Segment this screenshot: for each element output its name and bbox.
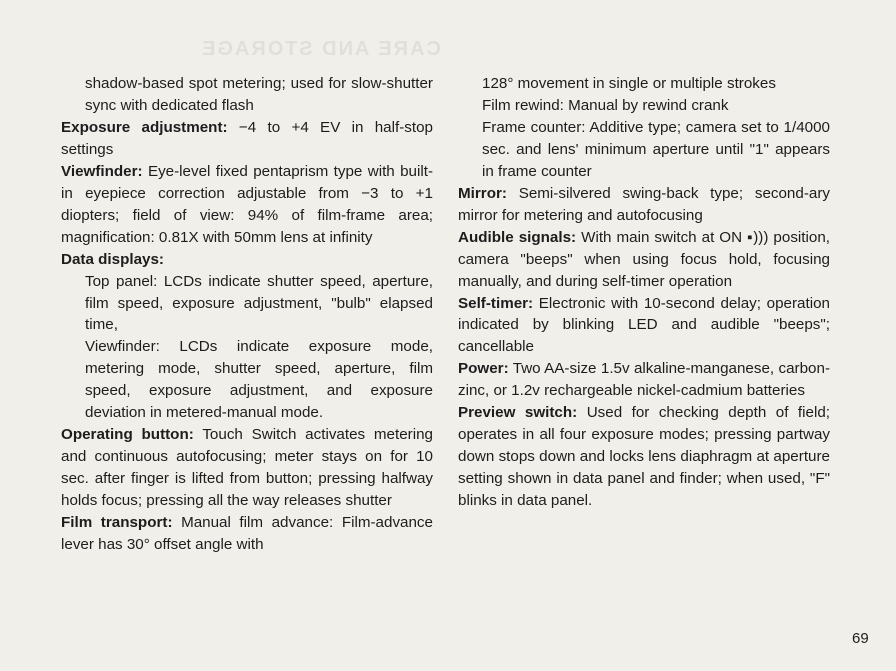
- spec-text: Eye-level fixed pentaprism type with built-in eyepiece correction adjustable from −3 to +1 diopters; field of view: 94% of film-frame area; magnification: 0.81X with 50mm lens at infinity: [61, 162, 433, 246]
- spec-entry: [458, 183, 830, 227]
- spec-entry: [61, 512, 433, 556]
- spec-text: Film rewind: Manual by rewind crank: [482, 96, 729, 114]
- spec-title: Film transport:: [61, 514, 173, 532]
- spec-text: With main switch at ON ▪))) position, camera "beeps" when using focus hold, focusing manually, and during self-timer operation: [458, 228, 830, 290]
- spec-entry: [458, 358, 830, 402]
- spec-text: Touch Switch activates metering and continuous autofocusing; meter stays on for 10 sec. after finger is lifted from button; pressing halfway holds focus; pressing all the way releases shutter: [61, 426, 433, 510]
- spec-entry: [61, 249, 433, 271]
- spec-title: Mirror:: [458, 184, 507, 202]
- spec-title: Data displays:: [61, 250, 164, 268]
- spec-text: Electronic with 10-second delay; operation indicated by blinking LED and audible "beeps"; cancellable: [458, 294, 830, 356]
- spec-title: Audible signals:: [458, 228, 577, 246]
- spec-text: Used for checking depth of field; operates in all four exposure modes; pressing partway down stops down and locks lens diaphragm at aperture setting shown in data panel and finder; when used, "F" blinks in data panel.: [458, 404, 830, 510]
- spec-entry: [61, 117, 433, 161]
- spec-title: Exposure adjustment:: [61, 118, 228, 136]
- spec-entry: [61, 424, 433, 512]
- spec-title: Viewfinder:: [61, 162, 143, 180]
- spec-entry: [458, 402, 830, 512]
- spec-entry: [61, 73, 433, 117]
- spec-title: Preview switch:: [458, 404, 578, 422]
- spec-entry: [458, 293, 830, 359]
- spec-title: Operating button:: [61, 426, 194, 444]
- spec-text: Semi-silvered swing-back type; second-ary mirror for metering and autofocusing: [458, 184, 830, 224]
- spec-subentry: [458, 117, 830, 183]
- spec-text: Two AA-size 1.5v alkaline-manganese, carbon-zinc, or 1.2v rechargeable nickel-cadmium batteries: [458, 360, 830, 400]
- spec-text: Viewfinder: LCDs indicate exposure mode, metering mode, shutter speed, aperture, film speed, exposure adjustment, and exposure deviation in metered-manual mode.: [85, 338, 433, 422]
- spec-text: Frame counter: Additive type; camera set to 1/4000 sec. and lens' minimum aperture until "1" appears in frame counter: [482, 118, 830, 180]
- spec-text: Top panel: LCDs indicate shutter speed, aperture, film speed, exposure adjustment, "bulb" elapsed time,: [85, 272, 433, 334]
- spec-text: 128° movement in single or multiple strokes: [482, 75, 776, 92]
- spec-entry: [458, 227, 830, 293]
- spec-text: shadow-based spot metering; used for slow-shutter sync with dedicated flash: [85, 75, 433, 114]
- spec-subentry: [61, 336, 433, 424]
- spec-entry: [61, 161, 433, 249]
- spec-title: Self-timer:: [458, 294, 534, 312]
- left-column: [61, 73, 433, 556]
- spec-title: Power:: [458, 360, 509, 378]
- spec-subentry: [458, 95, 830, 117]
- ghost-heading: CARE AND STORAGE: [200, 38, 441, 60]
- right-column: [458, 73, 830, 512]
- spec-entry: [458, 73, 830, 95]
- spec-text: Manual film advance: Film-advance lever has 30° offset angle with: [61, 514, 433, 554]
- spec-text: −4 to +4 EV in half-stop settings: [61, 118, 433, 158]
- page-number: 69: [852, 630, 869, 647]
- spec-subentry: [61, 271, 433, 337]
